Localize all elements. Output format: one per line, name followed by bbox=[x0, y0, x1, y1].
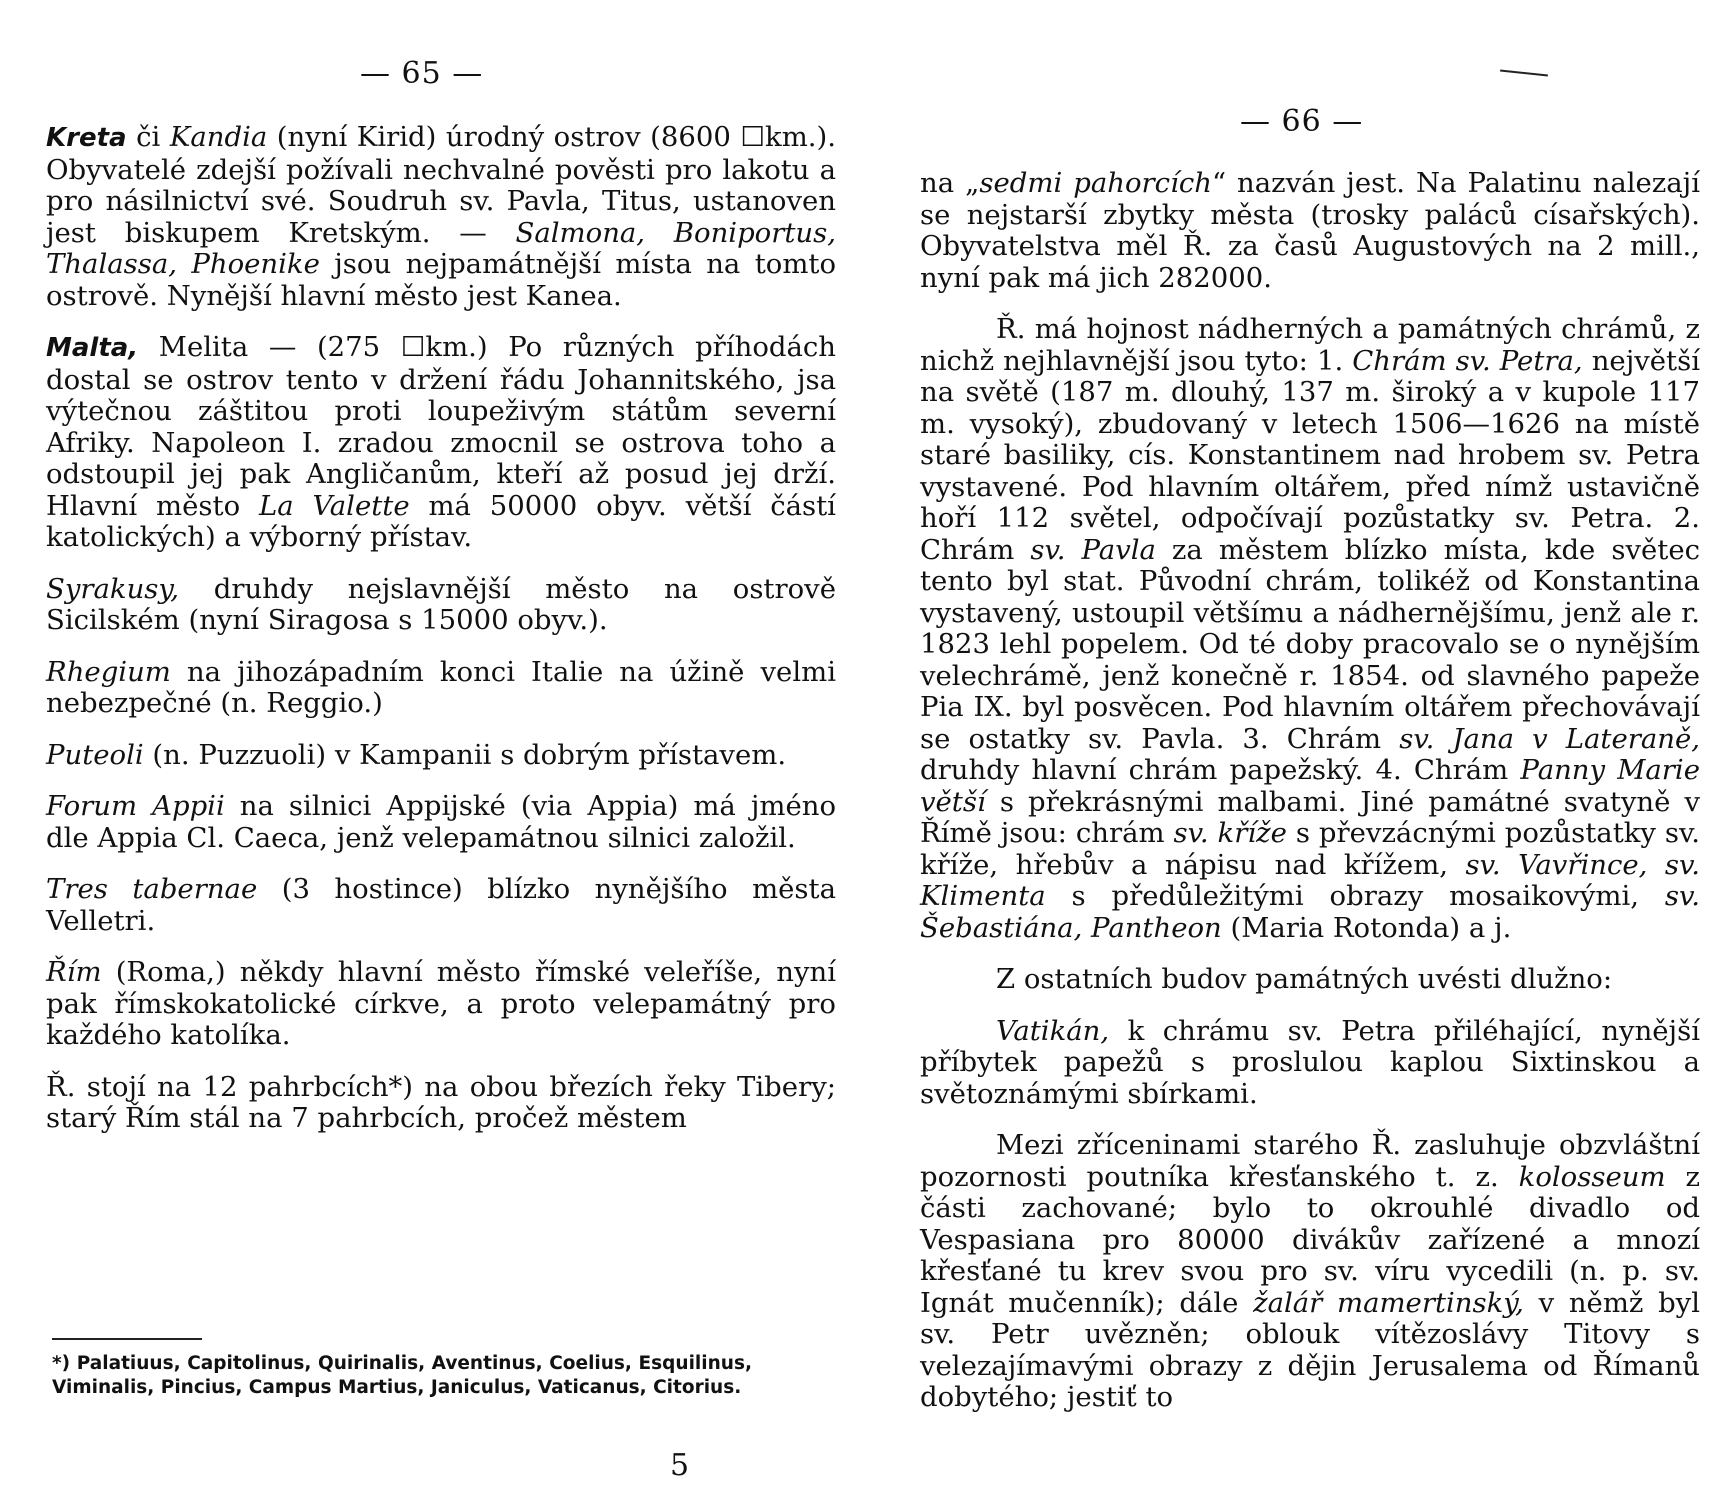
paragraph bbox=[920, 1130, 1700, 1414]
italic-term: sv. Jana v Lateraně, bbox=[1399, 722, 1700, 755]
text-run: (nyní Kirid) úrodný ostrov (8600 ☐km.). Obyvatelé zdejší požívali nechvalné pověsti pro lakotu a pro násilnictví své. Soudruh sv. Pavla, Titus, ustanoven jest biskupem Kretským. — bbox=[46, 121, 836, 249]
text-run: na jihozápadním konci Italie na úžině velmi nebezpečné (n. Reggio.) bbox=[46, 655, 836, 719]
left-page bbox=[30, 0, 850, 1500]
text-run: Ř. stojí na 12 pahrbcích*) na obou březích řeky Tibery; starý Řím stál na 7 pahrbcích, pročež městem bbox=[46, 1070, 836, 1134]
italic-term: kolosseum bbox=[1518, 1160, 1666, 1193]
text-run: na silnici Appijské (via Appia) má jméno dle Appia Cl. Caeca, jenž velepamátnou silnici založil. bbox=[46, 790, 837, 854]
text-run: Mezi zříceninami starého Ř. zasluhuje obzvláštní pozornosti poutníka křesťanského t. z. bbox=[920, 1129, 1700, 1193]
paragraph bbox=[46, 957, 836, 1052]
footnote: *) Palatiuus, Capitolinus, Quirinalis, Aventinus, Coelius, Esquilinus, Viminalis, Pincius, Campus Martius, Janiculus, Vaticanus, Citorius. bbox=[52, 1353, 752, 1398]
text-run: za městem blízko místa, kde světec tento byl stat. Původní chrám, tolikéž od Konstantina vystavený, ustoupil většímu a nádhernějšímu, jenž ale r. 1823 lehl popelem. Od té doby pracovalo se o nynějším velechrámě, jenž konečně r. 1854. od slavného papeže Pia IX. byl posvěcen. Pod hlavním oltářem přechovávají se ostatky sv. Pavla. 3. Chrám bbox=[920, 533, 1700, 755]
page-number: — 66 — bbox=[1240, 104, 1364, 139]
text-run: má 50000 obyv. větší částí katolických) a výborný přístav. bbox=[46, 489, 836, 553]
text-run: Z ostatních budov památných uvésti dlužno: bbox=[996, 963, 1613, 995]
text-run: s předůležitými obrazy mosaikovými, bbox=[1045, 880, 1665, 912]
text-run: na „ bbox=[920, 167, 980, 199]
italic-term: Kandia bbox=[169, 121, 268, 153]
italic-term: La Valette bbox=[258, 489, 410, 522]
paragraph bbox=[920, 964, 1700, 996]
text-run: jsou nejpamátnější místa na tomto ostrově. Nynější hlavní město jest Kanea. bbox=[46, 248, 837, 312]
italic-term: sv. Pavla bbox=[1030, 533, 1156, 566]
text-run: Ř. má hojnost nádherných a památných chrámů, z nichž nejhlavnější jsou tyto: 1. bbox=[920, 313, 1700, 377]
text-run: k chrámu sv. Petra přiléhající, nynější příbytek papežů s proslulou kaplou Sixtinskou a světoznámými sbírkami. bbox=[920, 1014, 1700, 1110]
paragraph bbox=[46, 122, 836, 312]
italic-term: Salmona, Boniportus, Thalassa, Phoenike bbox=[46, 216, 837, 280]
italic-term: sv. Šebastiána, Pantheon bbox=[920, 880, 1700, 944]
paragraph bbox=[46, 791, 836, 854]
italic-term: Tres tabernae bbox=[46, 873, 258, 905]
text-run: druhdy hlavní chrám papežský. 4. Chrám bbox=[920, 754, 1521, 786]
italic-term: Vatikán, bbox=[996, 1014, 1110, 1047]
signature-mark: 5 bbox=[670, 1448, 690, 1483]
paragraph bbox=[920, 1016, 1700, 1111]
italic-term: Řím bbox=[46, 956, 102, 988]
italic-term: žalář mamertinský, bbox=[1253, 1286, 1524, 1319]
entry-heading: Malta, bbox=[46, 333, 139, 363]
italic-term: Forum Appii bbox=[46, 790, 225, 822]
paragraph bbox=[46, 1072, 836, 1135]
italic-term: Syrakusy, bbox=[46, 572, 180, 605]
italic-term: Chrám sv. Petra, bbox=[1352, 344, 1583, 377]
paragraph bbox=[46, 574, 836, 637]
footnote-divider bbox=[52, 1338, 202, 1340]
right-text-column bbox=[920, 168, 1700, 1434]
paragraph bbox=[46, 332, 836, 554]
text-run: (n. Puzzuoli) v Kampanii s dobrým přístavem. bbox=[143, 738, 787, 771]
left-text-column bbox=[46, 122, 836, 1155]
text-run: s překrásnými malbami. Jiné památné svatyně v Římě jsou: chrám bbox=[920, 785, 1700, 849]
italic-term: Puteoli bbox=[46, 738, 144, 771]
text-run: z části zachované; bylo to okrouhlé divadlo od Vespasiana pro 80000 divákův zařízené a mnozí křesťané tu krev svou pro sv. víru vycedili (n. p. sv. Ignát mučenník); dále bbox=[920, 1160, 1701, 1319]
italic-term: Rhegium bbox=[46, 655, 171, 688]
paragraph bbox=[46, 740, 836, 772]
entry-heading: Kreta bbox=[46, 123, 127, 153]
italic-term: sv. Vavřince, sv. Klimenta bbox=[920, 848, 1700, 912]
right-page bbox=[900, 0, 1720, 1500]
text-run: s převzácnými pozůstatky sv. kříže, hřebův a nápisu nad křížem, bbox=[920, 817, 1700, 881]
paragraph bbox=[46, 874, 836, 937]
italic-term: sv. kříže bbox=[1173, 817, 1287, 849]
paragraph bbox=[46, 657, 836, 720]
text-run: (3 hostince) blízko nynějšího města Velletri. bbox=[46, 873, 836, 937]
text-run: “ nazván jest. Na Palatinu nalezají se nejstarší zbytky města (trosky paláců císařských). Obyvatelstva měl Ř. za časů Augustových na 2 mill., nyní pak má jich 282000. bbox=[920, 167, 1701, 294]
text-run: druhdy nejslavnější město na ostrově Sicilském (nyní Siragosa s 15000 obyv.). bbox=[46, 572, 836, 636]
text-run: největší na světě (187 m. dlouhý, 137 m. široký a v kupole 117 m. vysoký), zbudovaný v letech 1506—1626 na místě staré basiliky, cís. Konstantinem nad hrobem sv. Petra vystavené. Pod hlavním oltářem, před nímž ustavičně hoří 112 světel, odpočívají pozůstatky sv. Petra. 2. Chrám bbox=[920, 344, 1700, 566]
paragraph bbox=[920, 168, 1700, 294]
text-run: (Roma,) někdy hlavní město římské veleříše, nyní pak římskokatolické církve, a proto velepamátný pro každého katolíka. bbox=[46, 956, 836, 1051]
text-run: Melita — (275 ☐km.) Po různých příhodách dostal se ostrov tento v držení řádu Johannitského, jsa výtečnou záštitou proti loupeživým státům severní Afriky. Napoleon I. zradou zmocnil se ostrova toho a odstoupil jej pak Angličanům, kteří až posud jej drží. Hlavní město bbox=[46, 331, 836, 522]
italic-term: Panny Marie větší bbox=[920, 754, 1700, 818]
page-number: — 65 — bbox=[360, 56, 484, 91]
italic-term: sedmi pahorcích bbox=[979, 167, 1212, 199]
pen-mark bbox=[1500, 69, 1548, 76]
text-run: či bbox=[126, 121, 170, 153]
paragraph bbox=[920, 314, 1700, 944]
text-run: (Maria Rotonda) a j. bbox=[1221, 911, 1512, 944]
text-run: v němž byl sv. Petr uvězněn; oblouk vítězoslávy Titovy s velezajímavými obrazy z dějin Jerusalema od Římanů dobytého; jestiť to bbox=[920, 1286, 1701, 1413]
